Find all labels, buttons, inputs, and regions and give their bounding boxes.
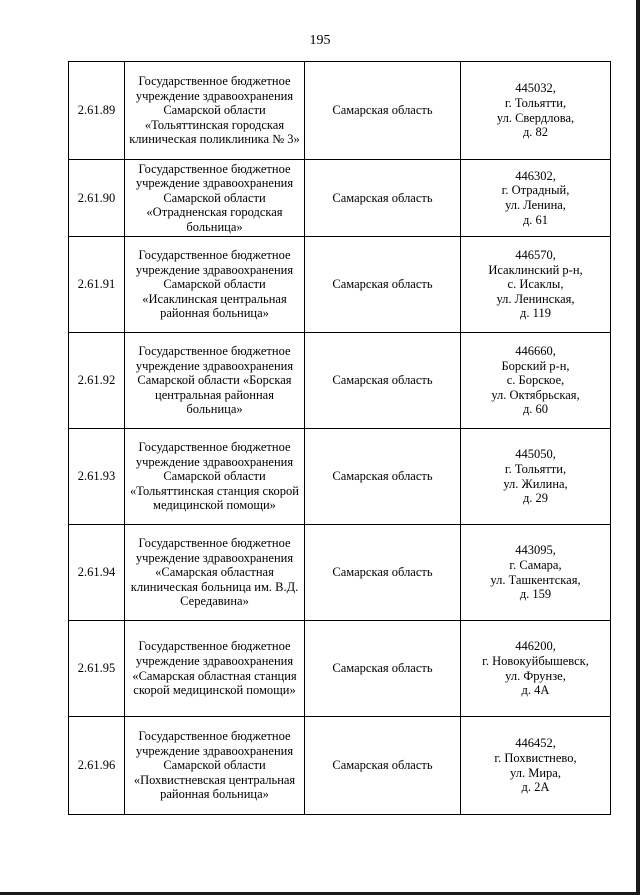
address-line: ул. Свердлова, bbox=[496, 110, 575, 125]
postal-code: 446302, bbox=[515, 168, 556, 183]
entry-number: 2.61.95 bbox=[69, 621, 125, 717]
address-line: д. 4А bbox=[521, 683, 550, 698]
address-line: ул. Октябрьская, bbox=[491, 387, 580, 402]
entry-number: 2.61.96 bbox=[69, 717, 125, 815]
address-line: д. 159 bbox=[519, 587, 552, 602]
institution-name: Государственное бюджетное учреждение здравоохранения «Самарская областная клиническая больница им. В.Д. Середавина» bbox=[125, 525, 305, 621]
postal-code: 446200, bbox=[515, 639, 556, 654]
institution-name: Государственное бюджетное учреждение здравоохранения Самарской области «Тольяттинская городская клиническая поликлиника № 3» bbox=[125, 62, 305, 160]
address-line: г. Тольятти, bbox=[504, 461, 567, 476]
address bbox=[461, 525, 611, 621]
address-line: г. Тольятти, bbox=[504, 95, 567, 110]
institution-name: Государственное бюджетное учреждение здравоохранения Самарской области «Похвистневская центральная районная больница» bbox=[125, 717, 305, 815]
institution-name: Государственное бюджетное учреждение здравоохранения «Самарская областная станция скорой медицинской помощи» bbox=[125, 621, 305, 717]
postal-code: 445050, bbox=[515, 447, 556, 462]
address-line: с. Борское, bbox=[506, 373, 565, 388]
institution-name: Государственное бюджетное учреждение здравоохранения Самарской области «Тольяттинская станция скорой медицинской помощи» bbox=[125, 429, 305, 525]
region: Самарская область bbox=[305, 621, 461, 717]
address-line: д. 82 bbox=[522, 125, 549, 140]
address bbox=[461, 717, 611, 815]
address-line: д. 60 bbox=[522, 402, 549, 417]
table-row bbox=[69, 62, 611, 160]
address-line: ул. Фрунзе, bbox=[505, 668, 566, 683]
address bbox=[461, 621, 611, 717]
table-row bbox=[69, 621, 611, 717]
postal-code: 443095, bbox=[515, 543, 556, 558]
table-row bbox=[69, 333, 611, 429]
address-line: д. 119 bbox=[520, 306, 551, 321]
address bbox=[461, 237, 611, 333]
registry-table bbox=[68, 61, 611, 815]
address-line: г. Похвистнево, bbox=[494, 750, 577, 765]
address-line: д. 2А bbox=[521, 780, 550, 795]
table-row bbox=[69, 237, 611, 333]
postal-code: 446452, bbox=[515, 736, 556, 751]
entry-number: 2.61.90 bbox=[69, 160, 125, 237]
institution-name: Государственное бюджетное учреждение здравоохранения Самарской области «Исаклинская центральная районная больница» bbox=[125, 237, 305, 333]
entry-number: 2.61.92 bbox=[69, 333, 125, 429]
address-line: ул. Жилина, bbox=[503, 476, 568, 491]
address-line: г. Самара, bbox=[509, 557, 562, 572]
table-row bbox=[69, 429, 611, 525]
address-line: с. Исаклы, bbox=[507, 277, 564, 292]
address bbox=[461, 160, 611, 237]
address-line: Борский р-н, bbox=[501, 358, 570, 373]
address-line: д. 29 bbox=[522, 491, 549, 506]
region: Самарская область bbox=[305, 717, 461, 815]
entry-number: 2.61.91 bbox=[69, 237, 125, 333]
address-line: г. Отрадный, bbox=[501, 183, 570, 198]
address bbox=[461, 333, 611, 429]
address-line: ул. Ленинская, bbox=[496, 291, 575, 306]
table-row bbox=[69, 160, 611, 237]
address bbox=[461, 429, 611, 525]
address-line: ул. Ленина, bbox=[505, 198, 566, 212]
address-line: г. Новокуйбышевск, bbox=[482, 653, 589, 668]
region: Самарская область bbox=[305, 525, 461, 621]
address-line: Исаклинский р-н, bbox=[488, 262, 583, 277]
region: Самарская область bbox=[305, 237, 461, 333]
address-line: ул. Ташкентская, bbox=[490, 572, 581, 587]
entry-number: 2.61.94 bbox=[69, 525, 125, 621]
address bbox=[461, 62, 611, 160]
page-number: 195 bbox=[309, 33, 331, 48]
region: Самарская область bbox=[305, 160, 461, 237]
postal-code: 445032, bbox=[515, 81, 556, 96]
postal-code: 446570, bbox=[515, 248, 556, 263]
region: Самарская область bbox=[305, 62, 461, 160]
address-line: д. 61 bbox=[522, 212, 549, 227]
table-row bbox=[69, 717, 611, 815]
address-line: ул. Мира, bbox=[510, 765, 561, 780]
region: Самарская область bbox=[305, 333, 461, 429]
scan-edge-right bbox=[636, 0, 640, 895]
entry-number: 2.61.93 bbox=[69, 429, 125, 525]
entry-number: 2.61.89 bbox=[69, 62, 125, 160]
institution-name: Государственное бюджетное учреждение здравоохранения Самарской области «Борская центральная районная больница» bbox=[125, 333, 305, 429]
postal-code: 446660, bbox=[515, 344, 556, 359]
region: Самарская область bbox=[305, 429, 461, 525]
table-row bbox=[69, 525, 611, 621]
institution-name: Государственное бюджетное учреждение здравоохранения Самарской области «Отрадненская городская больница» bbox=[125, 160, 305, 237]
